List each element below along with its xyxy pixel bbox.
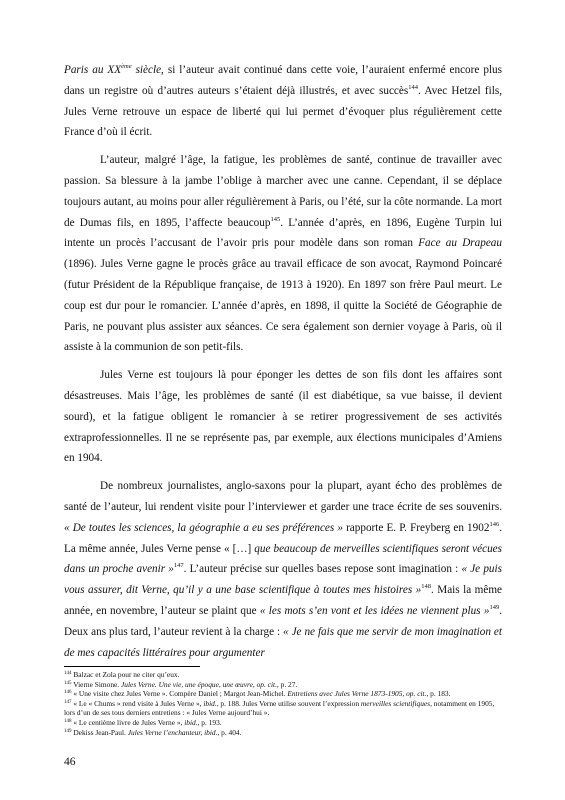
paragraph-2: L’auteur, malgré l’âge, la fatigue, les problèmes de santé, continue de travailler avec passion. Sa blessure à la jambe l’oblige à marcher avec une canne. Cependant, il se déplace toujours autant, au moins pour aller régulièrement à Paris, ou l’été, sur la côte normande. La mort de Dumas fils, en 1895, l’affecte beaucoup$^{145}$. L’année d’après, en 1896, Eugène Turpin lui intente un procès l’accusant de l’avoir pris pour modèle dans son roman Face au Drapeau (1896). Jules Verne gagne le procès grâce au travail efficace de son avocat, Raymond Poincaré (futur Président de la République française, de 1913 à 1920). En 1897 son frère Paul meurt. Le coup est dur pour le romancier. L’année d’après, en 1898, il quitte la Société de Géographie de Paris, ne pouvant plus assister aux séances. Ce sera également son dernier voyage à Paris, où il assiste à la communion de son petit-fils. bbox=[64, 154, 502, 354]
footnote-145: $^{145}$ Vierne Simone. Jules Verne. Une vie, une époque, une œuvre, op. cit., p. 27. bbox=[64, 679, 298, 689]
footnote-separator bbox=[64, 666, 200, 667]
footnote-146: $^{146}$ « Une visite chez Jules Verne ». Compère Daniel ; Margot Jean-Michel. Entretiens avec Jules Verne 1873-1905, op. cit., p. 183. bbox=[64, 689, 451, 699]
paragraph-3: Jules Verne est toujours là pour éponger les dettes de son fils dont les affaires sont désastreuses. Mais l’âge, les problèmes de santé (il est diabétique, sa vue baisse, il devient sourd), et la fatigue obligent le romancier à se retirer progressivement de ses activités extraprofessionnelles. Il ne se représente pas, par exemple, aux élections municipales d’Amiens en 1904. bbox=[64, 369, 502, 465]
page-number: 46 bbox=[64, 756, 76, 768]
footnote-144: $^{144}$ Balzac et Zola pour ne citer qu’eux. bbox=[64, 670, 180, 679]
footnote-148: $^{148}$ « Le centième livre de Jules Verne », ibid., p. 193. bbox=[64, 717, 222, 727]
footnotes bbox=[64, 670, 504, 737]
footnote-149: $^{149}$ Dekiss Jean-Paul. Jules Verne l’enchanteur, ibid., p. 404. bbox=[64, 727, 242, 737]
footnote-147: $^{147}$ « Le « Chums » rend visite à Jules Verne », ibid., p. 188. Jules Verne utilise souvent l’expression merveilles scientifiques, notamment en 1905, lors d’un de ses tous derniers entretiens : « Jules Verne aujourd’hui ». bbox=[64, 698, 495, 718]
paragraph-4: De nombreux journalistes, anglo-saxons pour la plupart, ayant écho des problèmes de santé de l’auteur, lui rendent visite pour l’interviewer et garder une trace écrite de ses souvenirs. « De toutes les sciences, la géographie a eu ses préférences » rapporte E. P. Freyberg en 1902$^{146}$. La même année, Jules Verne pense « […] que beaucoup de merveilles scientifiques seront vécues dans un proche avenir »$^{147}$. L’auteur précise sur quelles bases repose sont imagination : « Je puis vous assurer, dit Verne, qu’il y a une base scientifique à toutes mes histoires »$^{148}$. Mais la même année, en novembre, l’auteur se plaint que « les mots s’en vont et les idées ne viennent plus »$^{149}$. Deux ans plus tard, l’auteur revient à la charge : « Je ne fais que me servir de mon imagination et de mes capacités littéraires pour argumenter bbox=[64, 480, 502, 659]
paragraph-1: Paris au XXème siècle, si l’auteur avait continué dans cette voie, l’auraient enfermé encore plus dans un registre où d’autres auteurs s’étaient déjà illustrés, et avec succès$^{144}$. Avec Hetzel fils, Jules Verne retrouve un espace de liberté qui lui permet d’évoquer plus régulièrement cette France d’où il écrit. bbox=[64, 63, 502, 139]
page-body bbox=[64, 60, 502, 663]
